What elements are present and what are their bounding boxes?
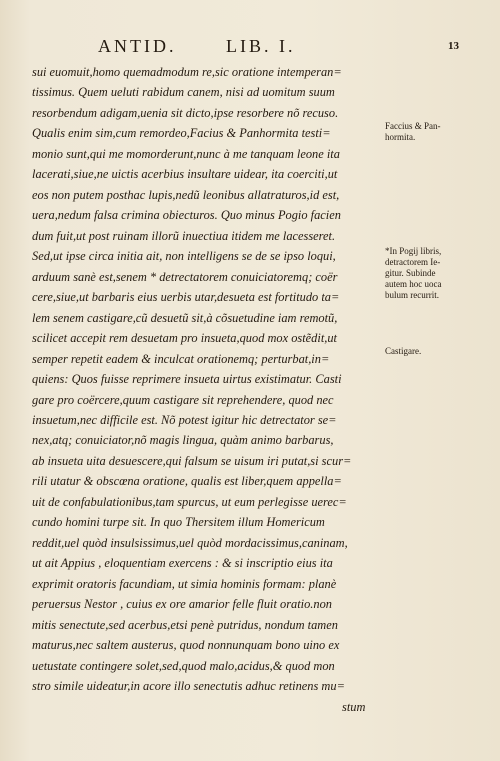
text-line: uit de confabulationibus,tam spurcus, ut eum perlegisse uerec= bbox=[32, 494, 347, 509]
text-line: ab insueta uita desuescere,qui falsum se uisum iri putat,si scur= bbox=[32, 453, 352, 468]
text-line: lacerati,siue,ne uictis acerbius insultare uidear, ita coerciti,ut bbox=[32, 167, 338, 182]
margin-note-line: Faccius & Pan- bbox=[385, 121, 441, 131]
text-line: semper repetit eadem & inculcat orationemq; perturbat,in= bbox=[32, 351, 330, 366]
margin-note-faccius bbox=[385, 121, 463, 143]
text-line: eos non putem posthac lupis,nedũ leonibus allatraturos,id est, bbox=[32, 187, 340, 202]
text-line: mitis senectute,sed acerbus,etsi penè putridus, nondum tamen bbox=[32, 617, 338, 632]
text-line: ut ait Appius , eloquentiam exercens : & si inscriptio eius ita bbox=[32, 556, 333, 571]
margin-note-castigare bbox=[385, 346, 463, 357]
text-line: rili utatur & obscœna oratione, qualis est liber,quem appella= bbox=[32, 474, 342, 489]
text-line: sui euomuit,homo quemadmodum re,sic oratione intemperan= bbox=[32, 65, 342, 79]
text-line: Qualis enim sim,cum remordeo,Facius & Panhormita testi= bbox=[32, 126, 331, 141]
text-line: nex,atq; conuiciator,nõ magis lingua, quàm animo barbarus, bbox=[32, 433, 334, 448]
text-line: tissimus. Quem ueluti rabidum canem, nisi ad uomitum suum bbox=[32, 85, 335, 100]
running-head-book: LIB. I. bbox=[226, 36, 296, 56]
text-line: dum fuit,ut post ruinam illorũ inuectiua itidem me lacesseret. bbox=[32, 228, 336, 243]
page-number: 13 bbox=[448, 40, 459, 52]
text-line: cere,siue,ut barbaris eius uerbis utar,desueta est fortitudo ta= bbox=[32, 290, 340, 305]
margin-note-line: bulum recurrit. bbox=[385, 290, 439, 300]
text-line: uetustate contingere solet,sed,quod malo,acidus,& quod mon bbox=[32, 658, 335, 673]
text-line: scilicet accepit rem desuetam pro insueta,quod mox ostẽdit,ut bbox=[32, 331, 337, 346]
text-line: monio sunt,qui me momorderunt,nunc à me tanquam leone ita bbox=[32, 146, 340, 161]
text-line: maturus,nec saltem austerus, quod nonnunquam bono uino ex bbox=[32, 638, 340, 653]
margin-note-line: autem hoc uoca bbox=[385, 279, 442, 289]
text-line: resorbendum adigam,uenia sit dicto,ipse resorbere nõ recuso. bbox=[32, 105, 339, 120]
text-line: lem senem castigare,cũ desuetũ sit,à cõsuetudine iam remotũ, bbox=[32, 310, 338, 325]
margin-note-line: hormita. bbox=[385, 132, 416, 142]
margin-note-line: Castigare. bbox=[385, 346, 422, 356]
running-head bbox=[98, 36, 458, 58]
text-line: stum bbox=[342, 699, 366, 714]
margin-note-line: detractorem Ie- bbox=[385, 257, 441, 267]
text-line: stro simile uideatur,in acore illo senectutis adhuc retinens mu= bbox=[32, 679, 345, 694]
margin-note-line: *In Pogij libris, bbox=[385, 246, 442, 256]
text-line: reddit,uel quòd insulsissimus,uel quòd mordacissimus,caninam, bbox=[32, 535, 348, 550]
text-line: peruersus Nestor , cuius ex ore amarior felle fluit oratio.non bbox=[32, 597, 332, 612]
running-head-title: ANTID. bbox=[98, 36, 177, 56]
margin-note-detractor bbox=[385, 246, 463, 301]
text-line: exprimit oratoris facundiam, ut simia hominis formam: planè bbox=[32, 576, 337, 591]
text-line: quiens: Quos fuisse reprimere insueta uirtus existimatur. Casti bbox=[32, 372, 342, 387]
text-line: gare pro coërcere,quum castigare sit reprehendere, quod nec bbox=[32, 392, 334, 407]
text-line: arduum sanè est,senem * detrectatorem conuiciatoremq; coër bbox=[32, 269, 338, 284]
text-line: uera,nedum falsa crimina obiecturos. Quo minus Pogio facien bbox=[32, 208, 341, 223]
text-line: cundo homini turpe sit. In quo Thersitem illum Homericum bbox=[32, 515, 325, 530]
text-line: Sed,ut ipse circa initia ait, non intelligens se de se ipso loqui, bbox=[32, 249, 336, 264]
margin-note-line: gitur. Subinde bbox=[385, 268, 436, 278]
text-line: insuetum,nec difficile est. Nõ potest igitur hic detrectator se= bbox=[32, 412, 337, 427]
body-text bbox=[32, 62, 382, 717]
